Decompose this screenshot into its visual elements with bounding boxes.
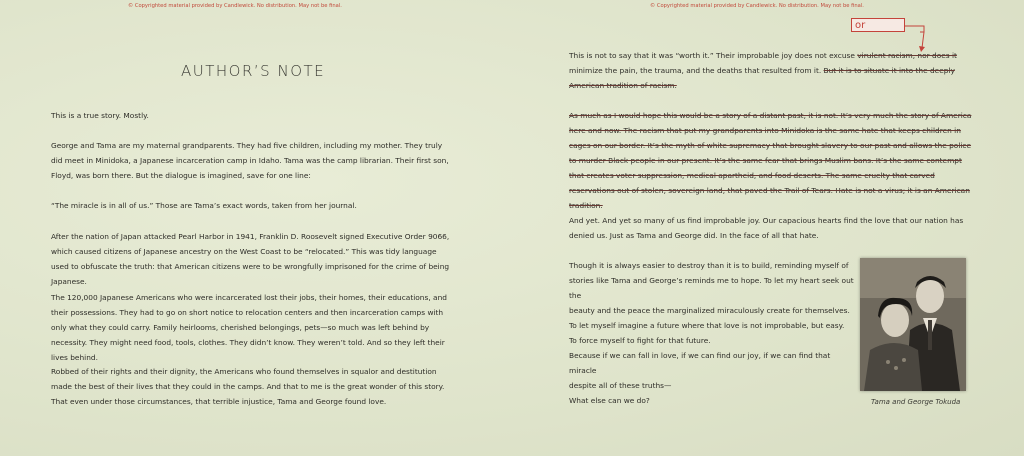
right-page <box>512 0 1024 456</box>
paragraph: “The miracle is in all of us.” Those are Tama’s exact words, taken from her journal. <box>51 201 357 210</box>
paragraph: The 120,000 Japanese Americans who were incarcerated lost their jobs, their homes, their educations, and their possessions. They had to go on short notice to relocation centers and then incarceration camps with only what they could carry. Family heirlooms, cherished belongings, pets—so much was left behind by necessity. They might need food, tools, clothes. They didn’t know. They weren’t told. And so they left their lives behind. <box>51 293 447 362</box>
paragraph: Robbed of their rights and their dignity, the Americans who found themselves in squalor and destitution made the best of their lives that they could in the camps. And that to me is the great wonder of this story. That even under those circumstances, that terrible injustice, Tama and George found love. <box>51 367 445 406</box>
paragraph: What else can we do? <box>569 396 650 405</box>
struck-text: virulent racism, nor does it <box>857 51 957 60</box>
copyright-notice: © Copyrighted material provided by Candlewick. No distribution. May not be final. <box>128 3 342 9</box>
paragraph: And yet. And yet so many of us find improbable joy. Our capacious hearts find the love that our nation has denied us. Just as Tama and George did. In the face of all that hate. <box>569 216 964 240</box>
photo-caption: Tama and George Tokuda <box>871 398 961 406</box>
paragraph: Because if we can fall in love, if we can find our joy, if we can find that miracle despite all of these truths— <box>569 351 831 390</box>
paragraph: Though it is always easier to destroy than it is to build, reminding myself of stories like Tama and George’s reminds me to hope. To let my heart seek out the beauty and the peace the marginalized miraculously create for themselves. To let myself imagine a future where that love is not improbable, but easy. To force myself to fight for that future. <box>569 261 854 345</box>
page-title: AUTHOR’S NOTE <box>181 62 326 80</box>
paragraph: After the nation of Japan attacked Pearl Harbor in 1941, Franklin D. Roosevelt signed Executive Order 9066, which caused citizens of Japanese ancestry on the West Coast to be “relocated.” This was tidy language used to obfuscate the truth: that American citizens were to be wrongfully imprisoned for the crime of being Japanese. <box>51 232 450 286</box>
copyright-notice: © Copyrighted material provided by Candlewick. No distribution. May not be final. <box>650 3 864 9</box>
couple-photo <box>860 258 966 391</box>
paragraph: This is not to say that it was “worth it.” Their improbable joy does not excuse virulent racism, nor does it minimize the pain, the trauma, and the deaths that resulted from it. But it is to situate it into the deeply American tradition of racism. <box>569 51 957 90</box>
edit-annotation-box[interactable]: or <box>851 18 905 32</box>
struck-paragraph: As much as I would hope this would be a story of a distant past, it is not. It’s very much the story of America here and now. The racism that put my grandparents into Minidoka is the same hate that keeps children in cages on our border. It’s the myth of white supremacy that brought slavery to our past and allows the police to murder Black people in our present. It’s the same fear that brings Muslim bans. It’s the same contempt that creates voter suppression, medical apartheid, and food deserts. The same cruelty that carved reservations out of stolen, sovereign land, that paved the Trail of Tears. Hate is not a virus; it is an American tradition. <box>569 111 972 210</box>
struck-text: But it is to situate it into the deeply American tradition of racism. <box>569 66 955 90</box>
paragraph: This is a true story. Mostly. <box>51 111 149 120</box>
paragraph: George and Tama are my maternal grandparents. They had five children, including my mother. They truly did meet in Minidoka, a Japanese incarceration camp in Idaho. Tama was the camp librarian. Their first son, Floyd, was born there. But the dialogue is imagined, save for one line: <box>51 141 449 180</box>
